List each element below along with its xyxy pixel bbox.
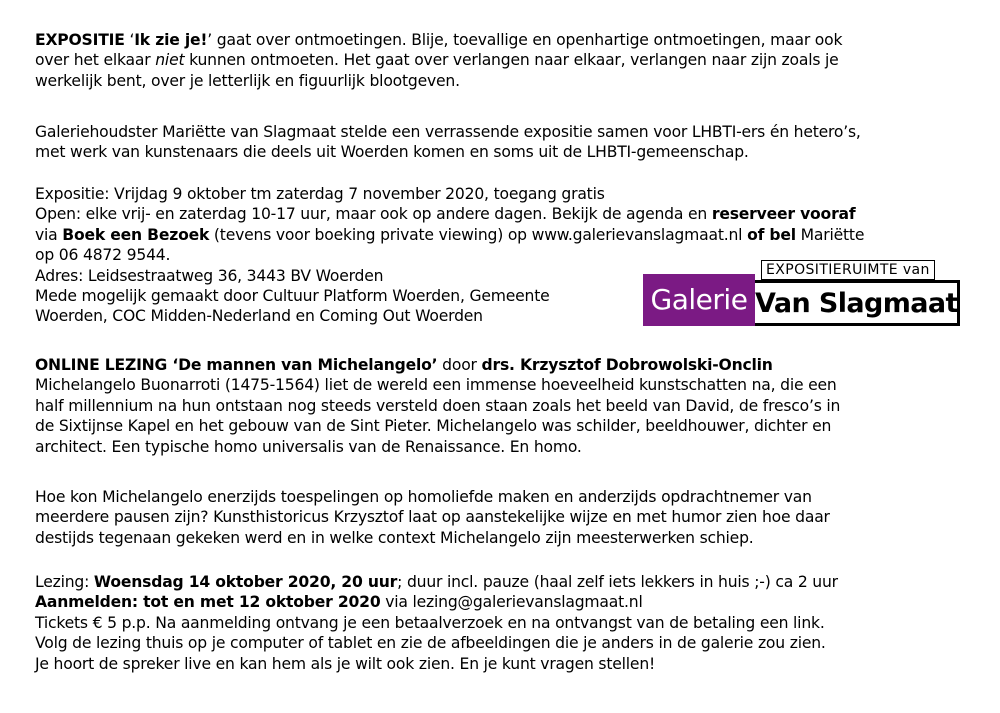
booking-name: Boek een Bezoek — [62, 225, 210, 244]
lecture-date: Woensdag 14 oktober 2020, 20 uur — [93, 573, 398, 591]
text-line: meerdere pausen zijn? Kunsthistoricus Krzysztof laat op aanstekelijke wijze en met humor zien hoe daar — [35, 508, 830, 527]
reserve-note: reserveer vooraf — [711, 205, 856, 224]
booking-line — [35, 225, 864, 245]
text-line: werkelijk bent, over je letterlijk en figuurlijk blootgeven. — [35, 71, 460, 90]
phone-line: op 06 4872 9544. — [35, 246, 171, 265]
sponsors-line: Mede mogelijk gemaakt door Cultuur Platform Woerden, Gemeente — [35, 287, 550, 306]
text-span: ; duur incl. pauze (haal zelf iets lekkers in huis ;-) ca 2 uur — [397, 573, 838, 591]
text-span: via — [35, 225, 63, 244]
text-span: over het elkaar — [35, 51, 156, 70]
opening-hours — [35, 204, 864, 224]
text-line — [35, 30, 842, 50]
exhibition-title: Ik zie je! — [134, 31, 208, 49]
question-paragraph — [35, 487, 830, 548]
website-text: (tevens voor boeking private viewing) op www.galerievanslagmaat.nl — [209, 225, 748, 244]
text-span: Lezing: — [35, 573, 94, 591]
text-line: met werk van kunstenaars die deels uit Woerden komen en soms uit de LHBTI-gemeenschap. — [35, 143, 749, 162]
text-span: kunnen ontmoeten. Het gaat over verlangen naar elkaar, verlangen naar zijn zoals je — [184, 51, 839, 70]
logo-caption: EXPOSITIERUIMTE van — [761, 260, 935, 280]
text-span: door — [437, 356, 482, 374]
text-line: half millennium na hun ontstaan nog steeds versteld doen staan zoals het beeld van David, de fresco’s in — [35, 396, 841, 415]
speaker-name: drs. Krzysztof Dobrowolski-Onclin — [481, 356, 773, 374]
address-line: Adres: Leidsestraatweg 36, 3443 BV Woerden — [35, 266, 384, 285]
lecture-title — [35, 355, 840, 375]
text-line: Hoe kon Michelangelo enerzijds toespelingen op homoliefde maken en anderzijds opdrachtnemer van — [35, 488, 812, 506]
text-line — [35, 50, 842, 70]
lecture-name: ONLINE LEZING ‘De mannen van Michelangelo’ — [35, 356, 438, 374]
registration-deadline: Aanmelden: tot en met 12 oktober 2020 — [35, 593, 381, 612]
text-line: de Sixtijnse Kapel en het gebouw van de Sint Pieter. Michelangelo was schilder, beeldhouwer, dichter en — [35, 417, 832, 436]
text-line: Je hoort de spreker live en kan hem als je wilt ook zien. En je kunt vragen stellen! — [35, 654, 656, 673]
gallery-paragraph — [35, 122, 861, 163]
sponsors-line: Woerden, COC Midden-Nederland en Coming Out Woerden — [35, 307, 483, 326]
text-line: Volg de lezing thuis op je computer of tablet en zie de afbeeldingen die je anders in de galerie zou zien. — [35, 634, 826, 653]
intro-paragraph — [35, 30, 842, 91]
text-line: Galeriehoudster Mariëtte van Slagmaat stelde een verrassende expositie samen voor LHBTI-ers én hetero’s, — [35, 123, 861, 141]
text-span: Mariëtte — [795, 225, 865, 244]
text-span: Open: elke vrij- en zaterdag 10-17 uur, maar ook op andere dagen. Bekijk de agenda en — [35, 205, 712, 224]
emphasis-text: niet — [155, 51, 185, 70]
practical-info — [35, 572, 838, 674]
text-line: architect. Een typische homo universalis van de Renaissance. En homo. — [35, 437, 582, 456]
gallery-logo — [643, 260, 960, 326]
tickets-line: Tickets € 5 p.p. Na aanmelding ontvang je een betaalverzoek en na ontvangst van de betaling een link. — [35, 613, 825, 632]
exhibition-dates: Expositie: Vrijdag 9 oktober tm zaterdag 7 november 2020, toegang gratis — [35, 185, 605, 203]
lecture-section — [35, 355, 840, 457]
exhibition-label: EXPOSITIE — [35, 31, 125, 49]
text-span: ’ gaat over ontmoetingen. Blije, toevallige en openhartige ontmoetingen, maar ook — [207, 31, 843, 49]
text-line: Michelangelo Buonarroti (1475-1564) liet de wereld een immense hoeveelheid kunstschatten na, die een — [35, 376, 837, 395]
text-span: ‘ — [124, 31, 135, 49]
registration-line — [35, 592, 838, 612]
logo-name-text: Van Slagmaat — [755, 280, 960, 326]
text-line: destijds tegenaan gekeken werd en in welke context Michelangelo zijn meesterwerken schiep. — [35, 528, 754, 547]
logo-galerie-text: Galerie — [643, 274, 755, 326]
call-note: of bel — [747, 225, 796, 244]
email-text: via lezing@galerievanslagmaat.nl — [380, 593, 643, 612]
lecture-when — [35, 572, 838, 592]
